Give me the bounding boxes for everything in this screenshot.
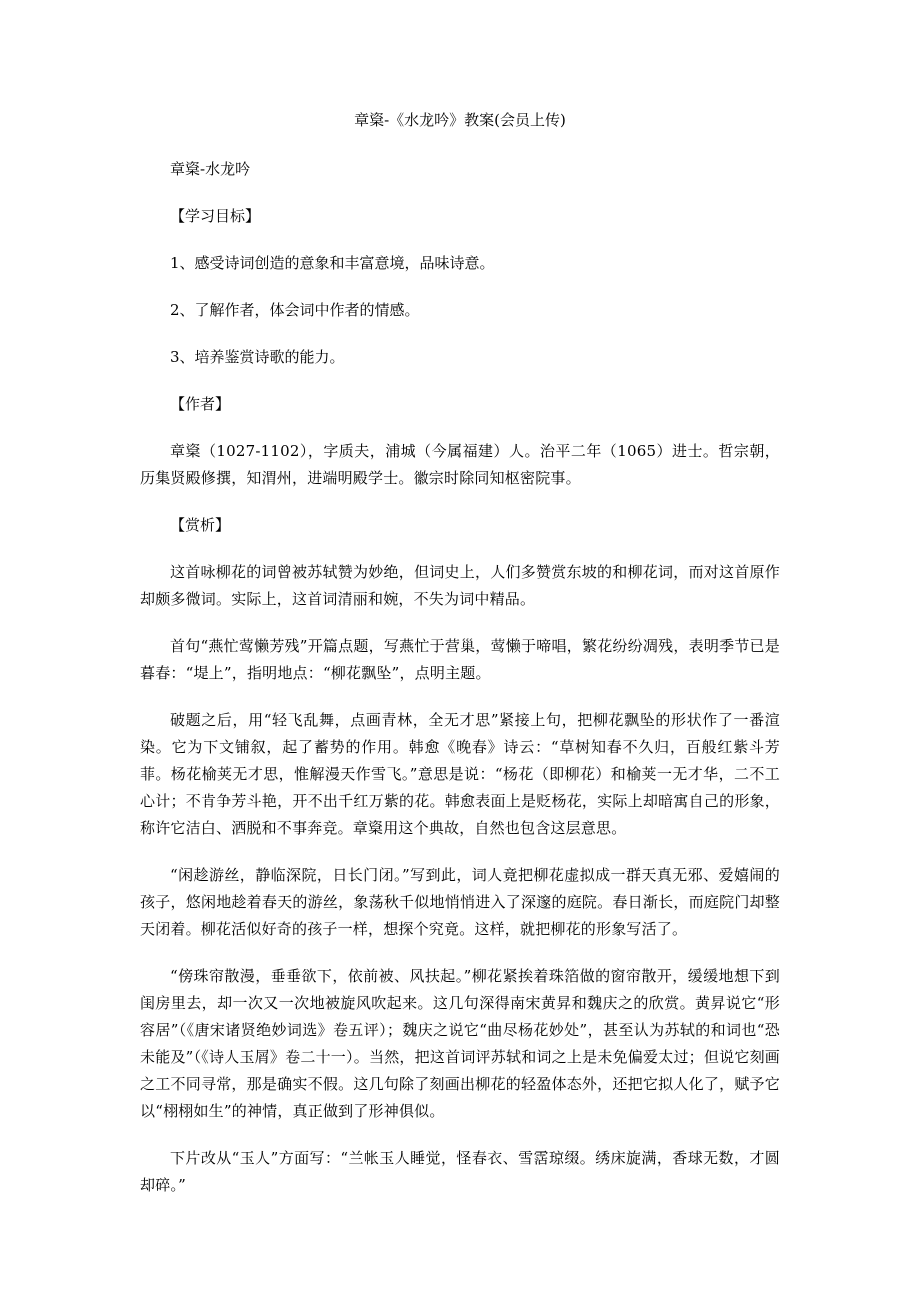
section-heading-analysis: 【赏析】 [170, 516, 231, 534]
analysis-paragraph: 下片改从“玉人”方面写：“兰帐玉人睡觉，怪春衣、雪霑琼缀。绣床旋满，香球无数，才圆却碎。” [140, 1149, 780, 1194]
goal-item: 2、了解作者，体会词中作者的情感。 [170, 301, 420, 319]
analysis-paragraph: 这首咏柳花的词曾被苏轼赞为妙绝，但词史上，人们多赞赏东坡的和柳花词，而对这首原作却颇多微词。实际上，这首词清丽和婉，不失为词中精品。 [140, 563, 780, 608]
author-paragraph: 章楶（1027-1102），字质夫，浦城（今属福建）人。治平二年（1065）进士。哲宗朝，历集贤殿修撰，知渭州，进端明殿学士。徽宗时除同知枢密院事。 [140, 442, 780, 487]
section-heading-goals: 【学习目标】 [170, 207, 261, 225]
goal-item: 1、感受诗词创造的意象和丰富意境，品味诗意。 [170, 254, 495, 272]
section-heading-author: 【作者】 [170, 395, 231, 413]
document-title: 章楶-《水龙吟》教案(会员上传) [354, 111, 566, 129]
analysis-paragraph: “闲趁游丝，静临深院，日长门闭。”写到此，词人竟把柳花虚拟成一群天真无邪、爱嬉闹的孩子，悠闲地趁着春天的游丝，象荡秋千似地悄悄进入了深邃的庭院。春日渐长，而庭院门却整天闭着。柳花活似好奇的孩子一样，想探个究竟。这样，就把柳花的形象写活了。 [140, 866, 780, 938]
analysis-paragraph: “傍珠帘散漫，垂垂欲下，依前被、风扶起。”柳花紧挨着珠箔做的窗帘散开，缓缓地想下到闺房里去，却一次又一次地被旋风吹起来。这几句深得南宋黄昇和魏庆之的欣赏。黄昇说它“形容居”（《唐宋诸贤绝妙词选》卷五评）；魏庆之说它“曲尽杨花妙处”，甚至认为苏轼的和词也“恐未能及”（《诗人玉屑》卷二十一）。当然，把这首词评苏轼和词之上是未免偏爱太过；但说它刻画之工不同寻常，那是确实不假。这几句除了刻画出柳花的轻盈体态外，还把它拟人化了，赋予它以“栩栩如生”的神情，真正做到了形神俱似。 [140, 967, 780, 1120]
goal-item: 3、培养鉴赏诗歌的能力。 [170, 348, 345, 366]
document-page [140, 108, 780, 1219]
analysis-paragraph: 破题之后，用“轻飞乱舞，点画青林，全无才思”紧接上句，把柳花飘坠的形状作了一番渲染。它为下文铺叙，起了蓄势的作用。韩愈《晚春》诗云：“草树知春不久归，百般红紫斗芳菲。杨花榆荚无才思，惟解漫天作雪飞。”意思是说：“杨花（即柳花）和榆荚一无才华，二不工心计；不肯争芳斗艳，开不出千红万紫的花。韩愈表面上是贬杨花，实际上却暗寓自己的形象，称许它洁白、洒脱和不事奔竞。章楶用这个典故，自然也包含这层意思。 [140, 711, 780, 837]
document-subtitle: 章楶-水龙吟 [170, 160, 251, 178]
analysis-paragraph: 首句“燕忙莺懒芳残”开篇点题，写燕忙于营巢，莺懒于啼唱，繁花纷纷凋残，表明季节已是暮春：“堤上”，指明地点：“柳花飘坠”，点明主题。 [140, 637, 780, 682]
